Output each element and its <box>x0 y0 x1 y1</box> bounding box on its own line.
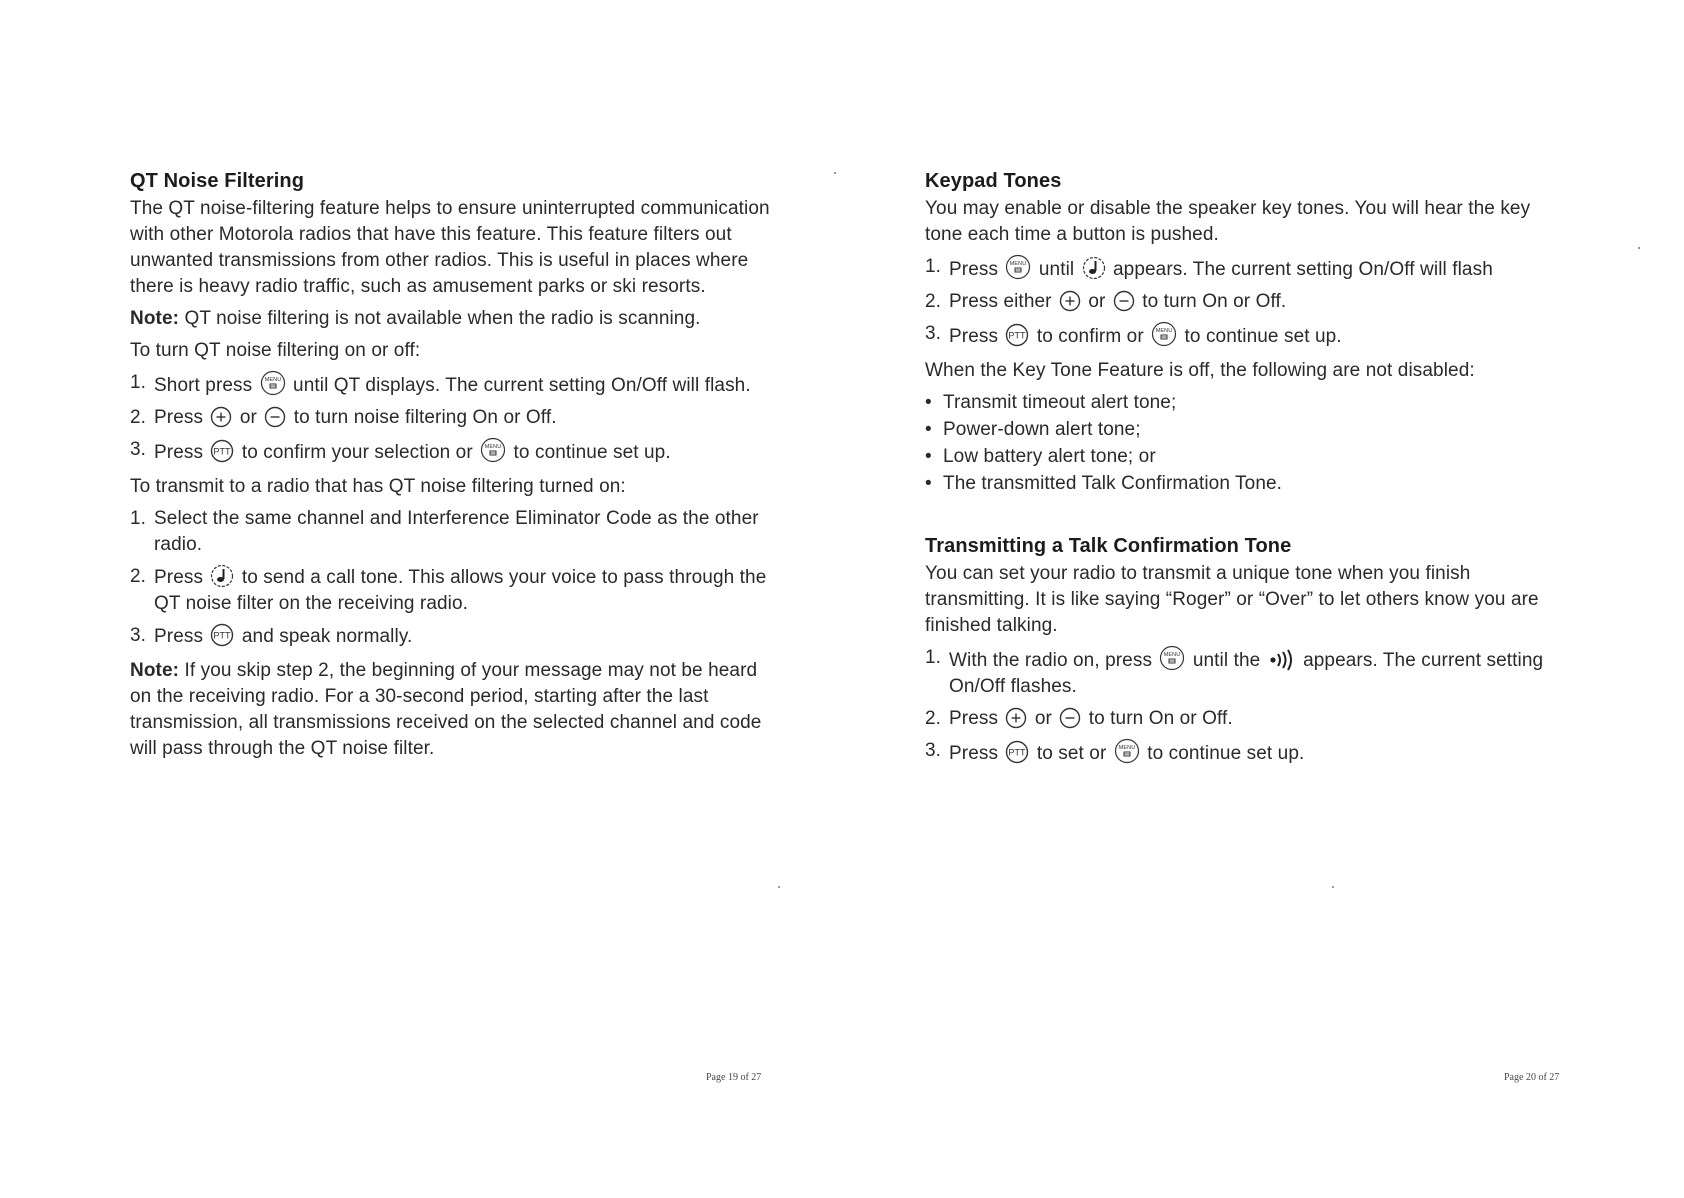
list-item: • The transmitted Talk Confirmation Tone. <box>925 471 1565 497</box>
step-text: to turn On or Off. <box>1088 708 1233 729</box>
talk-confirmation-heading: Transmitting a Talk Confirmation Tone <box>925 535 1292 557</box>
step-text: or <box>239 407 257 428</box>
step-text: to continue set up. <box>513 442 671 463</box>
menu-button-icon <box>1005 254 1031 280</box>
plus-button-icon <box>1059 290 1081 312</box>
list-item <box>925 706 1565 732</box>
step-number: 2. <box>925 291 942 312</box>
step-number: 1. <box>130 372 147 393</box>
step-text: Press <box>949 326 999 347</box>
keypad-tone-steps <box>925 254 1565 350</box>
step-number: 2. <box>925 708 942 729</box>
step-text: appears. The current setting On/Off will flash <box>1113 259 1493 280</box>
scan-speck <box>834 172 836 174</box>
ptt-button-icon <box>210 439 234 463</box>
minus-button-icon <box>1113 290 1135 312</box>
list-item: • Power-down alert tone; <box>925 417 1565 443</box>
call-tone-button-icon <box>1082 256 1106 280</box>
key-tone-off-intro: When the Key Tone Feature is off, the following are not disabled: <box>925 360 1475 381</box>
step-text: to continue set up. <box>1184 326 1342 347</box>
step-text: and speak normally. <box>241 626 413 647</box>
minus-button-icon <box>264 406 286 428</box>
step-number: 3. <box>130 439 147 460</box>
left-column <box>130 168 770 768</box>
scan-speck <box>1638 247 1640 249</box>
plus-button-icon <box>210 406 232 428</box>
step-text: Press either <box>949 291 1052 312</box>
step-text: to confirm your selection or <box>241 442 473 463</box>
step-text: until QT displays. The current setting On/Off will flash. <box>293 375 751 396</box>
list-item: • Low battery alert tone; or <box>925 444 1565 470</box>
step-text: to continue set up. <box>1147 743 1305 764</box>
keypad-tones-intro: You may enable or disable the speaker key tones. You will hear the key tone each time a button is pushed. <box>925 198 1531 245</box>
step-text: Select the same channel and Interference Eliminator Code as the other radio. <box>154 508 759 555</box>
step-text: or <box>1088 291 1106 312</box>
keypad-tones-heading: Keypad Tones <box>925 170 1062 192</box>
ptt-button-icon <box>1005 323 1029 347</box>
menu-button-icon <box>260 370 286 396</box>
list-item <box>925 289 1565 315</box>
step-text: to turn On or Off. <box>1142 291 1287 312</box>
right-column <box>925 168 1565 775</box>
note-label: Note: <box>130 308 180 329</box>
list-item <box>925 738 1565 767</box>
page-footer-19: Page 19 of 27 <box>706 1072 762 1083</box>
step-text: to turn noise filtering On or Off. <box>293 407 557 428</box>
step-number: 3. <box>925 740 942 761</box>
step-text: Press <box>949 259 999 280</box>
list-item <box>130 405 770 431</box>
step-text: or <box>1034 708 1052 729</box>
menu-button-icon <box>1159 645 1185 671</box>
step-text: until <box>1038 259 1075 280</box>
step-number: 1. <box>925 647 942 668</box>
step-number: 3. <box>130 625 147 646</box>
menu-button-icon <box>480 437 506 463</box>
step-text: until the <box>1192 650 1261 671</box>
scan-speck <box>778 886 780 888</box>
step-number: 2. <box>130 566 147 587</box>
talk-confirm-tone-icon <box>1268 649 1296 671</box>
step-text: Short press <box>154 375 253 396</box>
list-item: • Transmit timeout alert tone; <box>925 390 1565 416</box>
key-tone-bullets <box>925 390 1565 497</box>
list-item <box>925 321 1565 350</box>
step-text: to set or <box>1036 743 1107 764</box>
right-page <box>842 0 1684 1198</box>
qt-transmit-intro: To transmit to a radio that has QT noise filtering turned on: <box>130 476 626 497</box>
step-text: appears. The current setting On/Off flashes. <box>949 650 1544 697</box>
step-number: 3. <box>925 323 942 344</box>
qt-note-2 <box>130 658 770 762</box>
list-item <box>130 564 770 617</box>
qt-intro-paragraph: The QT noise-filtering feature helps to ensure uninterrupted communication with other Motorola radios that have this feature. This feature filters out unwanted transmissions from other radios. This is useful in places where there is heavy radio traffic, such as amusement parks or ski resorts. <box>130 198 770 297</box>
ptt-button-icon <box>210 623 234 647</box>
page-footer-20: Page 20 of 27 <box>1504 1072 1560 1083</box>
step-text: Press <box>154 442 204 463</box>
qt-turn-steps <box>130 370 770 466</box>
list-item <box>130 370 770 399</box>
step-number: 2. <box>130 407 147 428</box>
list-item <box>130 623 770 650</box>
scan-speck <box>1332 886 1334 888</box>
qt-note-1 <box>130 306 770 332</box>
qt-transmit-steps <box>130 506 770 650</box>
note-text: QT noise filtering is not available when the radio is scanning. <box>184 308 701 329</box>
list-item <box>130 506 770 558</box>
section-spacer <box>925 503 1565 533</box>
qt-turn-intro: To turn QT noise filtering on or off: <box>130 340 421 361</box>
plus-button-icon <box>1005 707 1027 729</box>
list-item <box>925 254 1565 283</box>
list-item <box>925 645 1565 700</box>
note-text: If you skip step 2, the beginning of your message may not be heard on the receiving radio. For a 30-second period, starting after the last transmission, all transmissions received on the selected channel and code will pass through the QT noise filter. <box>130 660 762 759</box>
note-label: Note: <box>130 660 180 681</box>
step-text: Press <box>154 626 204 647</box>
step-text: Press <box>154 407 204 428</box>
call-tone-button-icon <box>210 564 234 588</box>
talk-confirmation-steps <box>925 645 1565 767</box>
step-text: Press <box>154 567 204 588</box>
menu-button-icon <box>1114 738 1140 764</box>
list-item <box>130 437 770 466</box>
step-number: 1. <box>925 256 942 277</box>
step-text: Press <box>949 743 999 764</box>
step-text: Press <box>949 708 999 729</box>
step-text: With the radio on, press <box>949 650 1153 671</box>
talk-confirmation-intro: You can set your radio to transmit a unique tone when you finish transmitting. It is like saying “Roger” or “Over” to let others know you are finished talking. <box>925 563 1539 636</box>
menu-button-icon <box>1151 321 1177 347</box>
qt-noise-filtering-heading: QT Noise Filtering <box>130 170 305 192</box>
ptt-button-icon <box>1005 740 1029 764</box>
minus-button-icon <box>1059 707 1081 729</box>
step-number: 1. <box>130 508 147 529</box>
step-text: to send a call tone. This allows your voice to pass through the QT noise filter on the receiving radio. <box>154 567 767 614</box>
step-text: to confirm or <box>1036 326 1144 347</box>
